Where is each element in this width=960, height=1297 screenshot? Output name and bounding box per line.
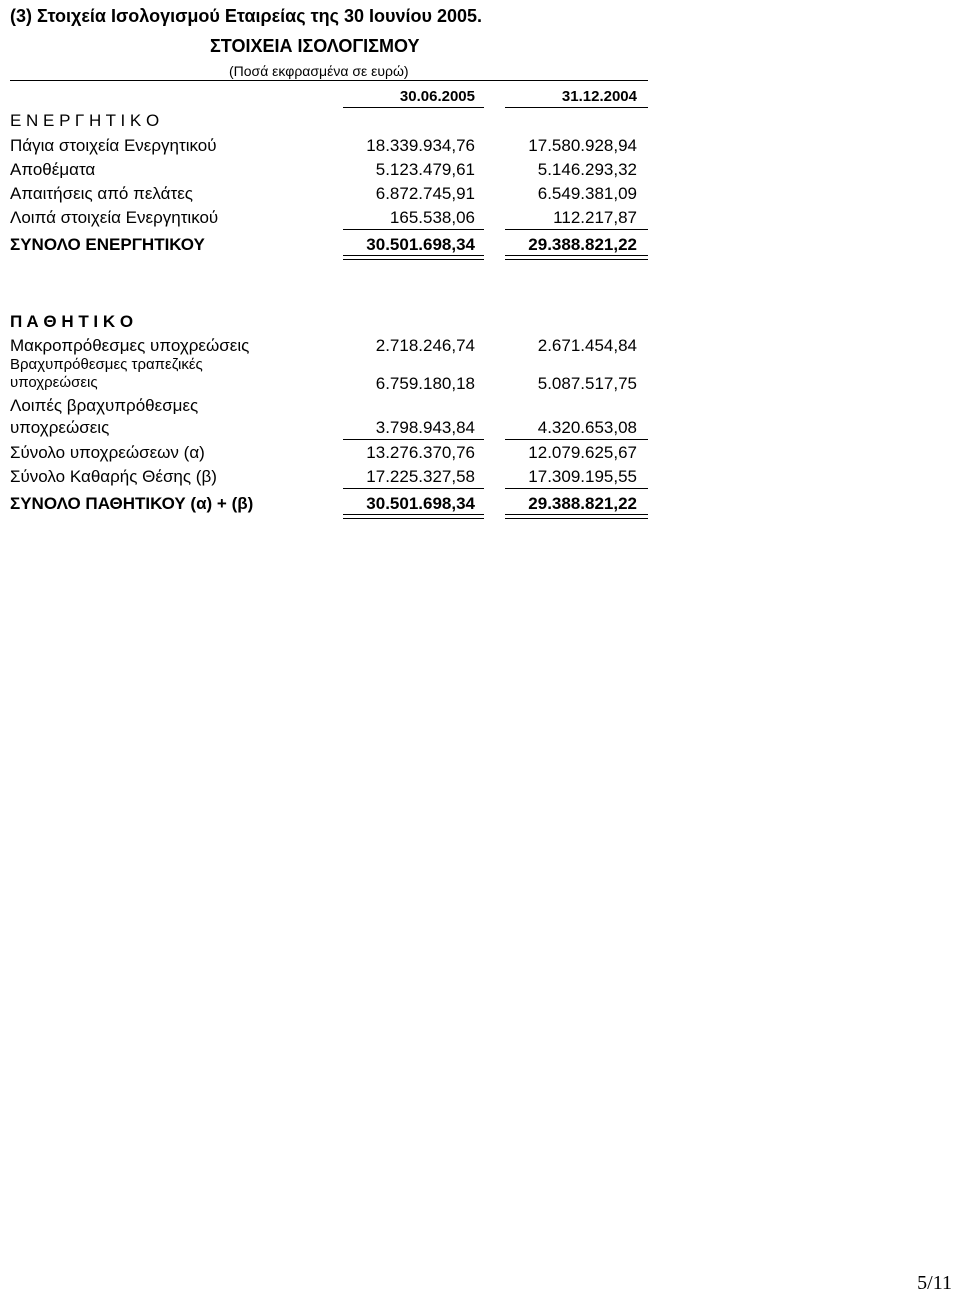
row-label: Απαιτήσεις από πελάτες [10,184,193,203]
row-label: Σύνολο Καθαρής Θέσης (β) [10,467,217,486]
row-label-line2: υποχρεώσεις [10,374,98,391]
row-value-2004: 5.146.293,32 [537,160,637,179]
header-rule [10,80,648,81]
row-label: Μακροπρόθεσμες υποχρεώσεις [10,336,250,355]
row-value-2004: 4.320.653,08 [537,418,637,437]
row-value-2004: 112.217,87 [553,208,637,227]
subtotal-rule [343,439,484,440]
table-title: ΣΤΟΙΧΕΙΑ ΙΣΟΛΟΓΙΣΜΟΥ [210,36,420,56]
row-value-2004: 5.087.517,75 [537,374,637,393]
liabilities-total-2004: 29.388.821,22 [528,494,637,513]
table-subtitle: (Ποσά εκφρασμένα σε ευρώ) [229,63,409,79]
row-value-2005: 2.718.246,74 [375,336,475,355]
row-value-2005: 6.872.745,91 [375,184,475,203]
row-value-2005: 13.276.370,76 [366,443,475,462]
assets-total-label: ΣΥΝΟΛΟ ΕΝΕΡΓΗΤΙΚΟΥ [10,235,205,254]
total-double-rule [343,514,484,519]
column-header-2005: 30.06.2005 [399,88,475,105]
row-value-2005: 6.759.180,18 [375,374,475,393]
row-value-2005: 18.339.934,76 [366,136,475,155]
row-value-2005: 3.798.943,84 [375,418,475,437]
subtotal-rule [505,488,648,489]
document-heading: (3) Στοιχεία Ισολογισμού Εταιρείας της 30 Ιουνίου 2005. [10,6,483,26]
total-double-rule [343,255,484,260]
row-value-2004: 12.079.625,67 [528,443,637,462]
row-value-2005: 5.123.479,61 [375,160,475,179]
row-label-line2: υποχρεώσεις [10,418,110,437]
assets-total-2004: 29.388.821,22 [528,235,637,254]
assets-total-2005: 30.501.698,34 [366,235,475,254]
liabilities-total-2005: 30.501.698,34 [366,494,475,513]
page-number: 5/11 [917,1272,952,1294]
subtotal-rule [343,229,484,230]
row-label: Αποθέματα [10,160,96,179]
row-value-2004: 17.309.195,55 [528,467,637,486]
column-header-underline [343,107,484,108]
row-value-2004: 17.580.928,94 [528,136,637,155]
liabilities-total-label: ΣΥΝΟΛΟ ΠΑΘΗΤΙΚΟΥ (α) + (β) [10,494,254,513]
row-label: Λοιπά στοιχεία Ενεργητικού [10,208,219,227]
row-label: Πάγια στοιχεία Ενεργητικού [10,136,217,155]
total-double-rule [505,514,648,519]
row-label-line1: Λοιπές βραχυπρόθεσμες [10,396,199,415]
row-value-2005: 17.225.327,58 [366,467,475,486]
subtotal-rule [505,229,648,230]
row-label-line1: Βραχυπρόθεσμες τραπεζικές [10,356,203,373]
subtotal-rule [505,439,648,440]
column-header-2004: 31.12.2004 [561,88,637,105]
assets-header-label: Ε Ν Ε Ρ Γ Η Τ Ι Κ Ο [10,111,160,130]
row-value-2004: 6.549.381,09 [537,184,637,203]
total-double-rule [505,255,648,260]
row-value-2004: 2.671.454,84 [537,336,637,355]
liabilities-header-label: Π Α Θ Η Τ Ι Κ Ο [10,312,134,331]
row-value-2005: 165.538,06 [389,208,475,227]
row-label: Σύνολο υποχρεώσεων (α) [10,443,205,462]
subtotal-rule [343,488,484,489]
column-header-underline [505,107,648,108]
